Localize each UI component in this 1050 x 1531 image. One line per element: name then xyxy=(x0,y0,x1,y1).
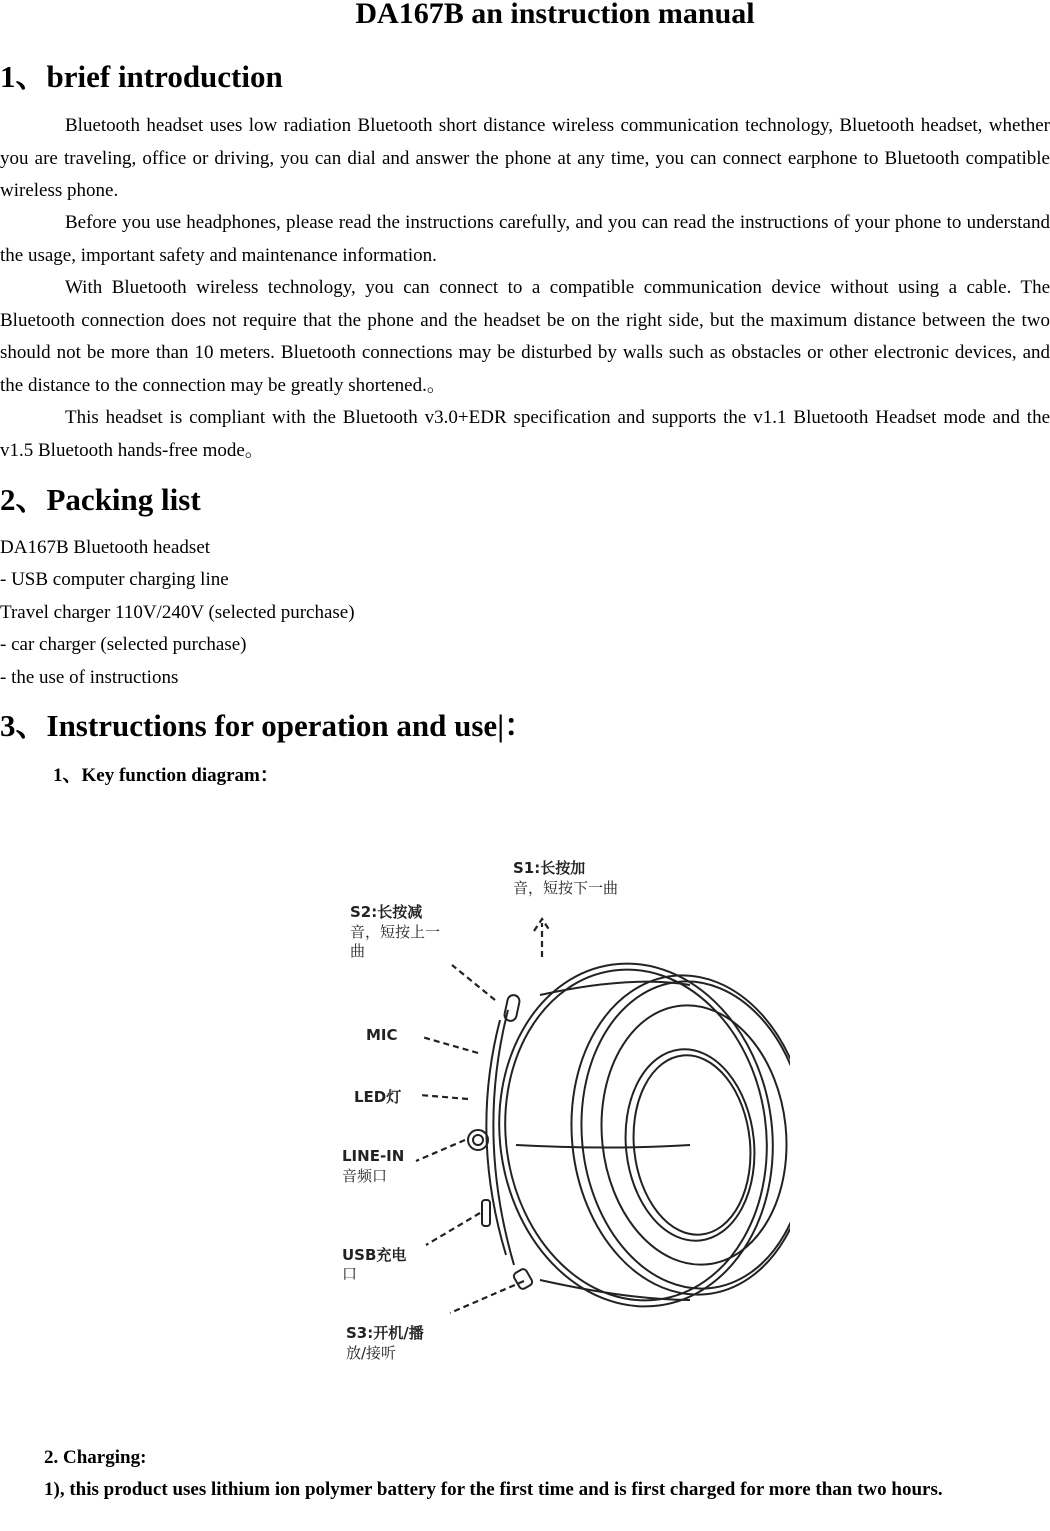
label-usb-line2: 口 xyxy=(342,1265,358,1283)
leader-led xyxy=(420,1095,468,1099)
key-function-diagram xyxy=(330,845,790,1375)
packing-item: DA167B Bluetooth headset xyxy=(0,537,211,558)
key-diagram-heading: 1、Key function diagram： xyxy=(53,765,279,786)
charging-text: 1), this product uses lithium ion polymer battery for the first time and is first charged for more than two hours. xyxy=(44,1479,943,1500)
intro-paragraph-2: Before you use headphones, please read the instructions carefully, and you can read the instructions of your phone to understand the usage, important safety and maintenance information. xyxy=(0,212,1050,266)
section-heading-packing: 2、Packing list xyxy=(0,482,201,517)
label-mic: MIC xyxy=(366,1026,398,1044)
label-s3-line1: S3:开机/播 xyxy=(346,1324,424,1342)
intro-paragraph-1: Bluetooth headset uses low radiation Bluetooth short distance wireless communication technology, Bluetooth headset, whether you are traveling, office or driving, you can dial and answer the phone at any time, you can connect earphone to Bluetooth compatible wireless phone. xyxy=(0,115,1050,201)
intro-paragraph-3: With Bluetooth wireless technology, you can connect to a compatible communication device without using a cable. The Bluetooth connection does not require that the phone and the headset be on the right side, but the maximum distance between the two should not be more than 10 meters. Bluetooth connections may be disturbed by walls such as obstacles or other electronic devices, and the distance to the connection may be greatly shortened.。 xyxy=(0,277,1050,396)
packing-item: - the use of instructions xyxy=(0,667,179,688)
intro-paragraph-4: This headset is compliant with the Bluetooth v3.0+EDR specification and supports the v1.1 Bluetooth Headset mode and the v1.5 Bluetooth hands-free mode。 xyxy=(0,407,1050,461)
packing-item: - car charger (selected purchase) xyxy=(0,634,247,655)
label-linein-line2: 音频口 xyxy=(342,1167,388,1185)
leader-mic xyxy=(422,1037,478,1053)
section-heading-intro: 1、brief introduction xyxy=(0,59,283,94)
label-usb-line1: USB充电 xyxy=(342,1246,407,1264)
packing-item: Travel charger 110V/240V (selected purchase) xyxy=(0,602,355,623)
label-s3-line2: 放/接听 xyxy=(346,1344,397,1362)
label-s2-line2: 音，短按上一 xyxy=(350,923,441,941)
leader-linein xyxy=(416,1140,465,1161)
label-s1-line2: 音，短按下一曲 xyxy=(513,879,619,897)
headset-illustration xyxy=(468,946,790,1325)
section-heading-operation: 3、Instructions for operation and use|： xyxy=(0,708,536,743)
leader-usb xyxy=(426,1213,480,1245)
leader-s2 xyxy=(452,965,495,1000)
label-s2-line3: 曲 xyxy=(350,942,366,960)
packing-item: - USB computer charging line xyxy=(0,569,229,590)
label-s2-line1: S2:长按减 xyxy=(350,903,423,921)
charging-heading: 2. Charging: xyxy=(44,1447,147,1468)
label-s1-line1: S1:长按加 xyxy=(513,859,586,877)
label-linein-line1: LINE-IN xyxy=(342,1147,405,1165)
label-led: LED灯 xyxy=(354,1088,402,1106)
page-title: DA167B an instruction manual xyxy=(355,0,755,30)
leader-s3 xyxy=(450,1281,524,1313)
